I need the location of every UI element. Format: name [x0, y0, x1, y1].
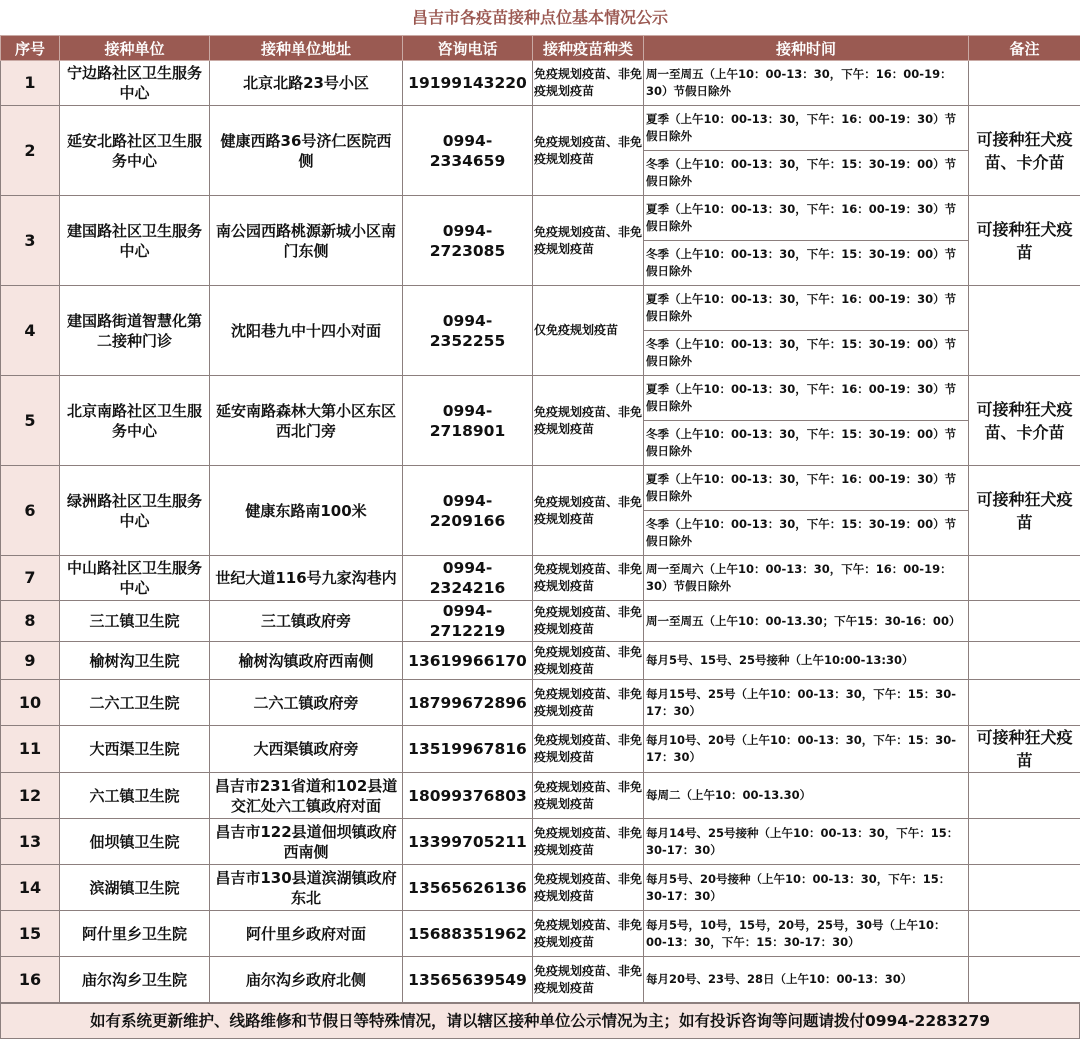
row-phone: 0994-2352255 — [403, 286, 533, 376]
row-note: 可接种狂犬疫苗、卡介苗 — [969, 376, 1080, 466]
row-unit: 二六工卫生院 — [60, 680, 210, 726]
row-phone: 15688351962 — [403, 911, 533, 957]
row-address: 大西渠镇政府旁 — [210, 726, 403, 773]
row-note: 可接种狂犬疫苗 — [969, 196, 1080, 286]
row-time: 周一至周五（上午10：00-13.30；下午15：30-16：00） — [644, 601, 969, 642]
row-no: 3 — [1, 196, 60, 286]
row-vaccine-type: 仅免疫规划疫苗 — [533, 286, 644, 376]
row-phone: 18099376803 — [403, 773, 533, 819]
row-phone: 0994-2712219 — [403, 601, 533, 642]
header-no: 序号 — [1, 36, 60, 61]
table-row — [1, 819, 1080, 865]
row-unit: 中山路社区卫生服务中心 — [60, 556, 210, 601]
row-address: 北京北路23号小区 — [210, 61, 403, 106]
row-unit: 建国路街道智慧化第二接种门诊 — [60, 286, 210, 376]
row-time: 周一至周五（上午10：00-13：30，下午：16：00-19：30）节假日除外 — [644, 61, 969, 106]
row-time-winter: 冬季（上午10：00-13：30，下午：15：30-19：00）节假日除外 — [644, 331, 969, 376]
row-time-winter: 冬季（上午10：00-13：30，下午：15：30-19：00）节假日除外 — [644, 511, 969, 556]
row-vaccine-type: 免疫规划疫苗、非免疫规划疫苗 — [533, 601, 644, 642]
table-row — [1, 726, 1080, 773]
row-address: 阿什里乡政府对面 — [210, 911, 403, 957]
row-unit: 六工镇卫生院 — [60, 773, 210, 819]
table-row — [1, 865, 1080, 911]
row-time: 每月5号，10号，15号，20号，25号，30号（上午10：00-13：30，下午：15：30-17：30） — [644, 911, 969, 957]
row-time: 每月10号、20号（上午10：00-13：30，下午：15：30-17：30） — [644, 726, 969, 773]
vaccination-table — [0, 35, 1080, 1003]
table-row — [1, 556, 1080, 601]
table-row — [1, 466, 1080, 511]
row-no: 15 — [1, 911, 60, 957]
row-note — [969, 773, 1080, 819]
row-unit: 庙尔沟乡卫生院 — [60, 957, 210, 1003]
row-note — [969, 957, 1080, 1003]
row-phone: 19199143220 — [403, 61, 533, 106]
row-unit: 建国路社区卫生服务中心 — [60, 196, 210, 286]
header-unit: 接种单位 — [60, 36, 210, 61]
row-no: 8 — [1, 601, 60, 642]
row-time: 每月15号、25号（上午10：00-13：30，下午：15：30-17：30） — [644, 680, 969, 726]
row-note: 可接种狂犬疫苗 — [969, 466, 1080, 556]
row-time: 每月14号、25号接种（上午10：00-13：30，下午：15：30-17：30） — [644, 819, 969, 865]
table-row — [1, 957, 1080, 1003]
table-row — [1, 642, 1080, 680]
row-unit: 三工镇卫生院 — [60, 601, 210, 642]
table-row — [1, 376, 1080, 421]
row-phone: 0994-2723085 — [403, 196, 533, 286]
row-time: 每月20号、23号、28日（上午10：00-13：30） — [644, 957, 969, 1003]
row-no: 7 — [1, 556, 60, 601]
row-unit: 阿什里乡卫生院 — [60, 911, 210, 957]
row-phone: 18799672896 — [403, 680, 533, 726]
header-time: 接种时间 — [644, 36, 969, 61]
row-no: 14 — [1, 865, 60, 911]
row-time: 周一至周六（上午10：00-13：30，下午：16：00-19：30）节假日除外 — [644, 556, 969, 601]
row-vaccine-type: 免疫规划疫苗、非免疫规划疫苗 — [533, 376, 644, 466]
row-phone: 0994-2324216 — [403, 556, 533, 601]
table-row — [1, 773, 1080, 819]
row-time-summer: 夏季（上午10：00-13：30，下午：16：00-19：30）节假日除外 — [644, 196, 969, 241]
row-note — [969, 61, 1080, 106]
row-unit: 大西渠卫生院 — [60, 726, 210, 773]
row-no: 12 — [1, 773, 60, 819]
row-address: 昌吉市122县道佃坝镇政府西南侧 — [210, 819, 403, 865]
row-vaccine-type: 免疫规划疫苗、非免疫规划疫苗 — [533, 556, 644, 601]
table-row — [1, 680, 1080, 726]
row-unit: 宁边路社区卫生服务中心 — [60, 61, 210, 106]
row-note: 可接种狂犬疫苗 — [969, 726, 1080, 773]
row-vaccine-type: 免疫规划疫苗、非免疫规划疫苗 — [533, 726, 644, 773]
row-no: 11 — [1, 726, 60, 773]
row-address: 庙尔沟乡政府北侧 — [210, 957, 403, 1003]
row-phone: 13519967816 — [403, 726, 533, 773]
row-no: 5 — [1, 376, 60, 466]
row-no: 16 — [1, 957, 60, 1003]
header-phone: 咨询电话 — [403, 36, 533, 61]
row-no: 6 — [1, 466, 60, 556]
row-note — [969, 865, 1080, 911]
row-vaccine-type: 免疫规划疫苗、非免疫规划疫苗 — [533, 957, 644, 1003]
row-address: 三工镇政府旁 — [210, 601, 403, 642]
row-unit: 滨湖镇卫生院 — [60, 865, 210, 911]
row-note — [969, 286, 1080, 376]
row-time-winter: 冬季（上午10：00-13：30，下午：15：30-19：00）节假日除外 — [644, 241, 969, 286]
row-note — [969, 601, 1080, 642]
row-vaccine-type: 免疫规划疫苗、非免疫规划疫苗 — [533, 466, 644, 556]
row-unit: 佃坝镇卫生院 — [60, 819, 210, 865]
row-unit: 北京南路社区卫生服务中心 — [60, 376, 210, 466]
page-title: 昌吉市各疫苗接种点位基本情况公示 — [0, 0, 1080, 35]
row-phone: 13565626136 — [403, 865, 533, 911]
row-no: 4 — [1, 286, 60, 376]
row-no: 2 — [1, 106, 60, 196]
row-address: 健康东路南100米 — [210, 466, 403, 556]
row-unit: 延安北路社区卫生服务中心 — [60, 106, 210, 196]
row-address: 世纪大道116号九家沟巷内 — [210, 556, 403, 601]
row-no: 13 — [1, 819, 60, 865]
table-row — [1, 106, 1080, 151]
row-phone: 0994-2718901 — [403, 376, 533, 466]
row-time: 每月5号、15号、25号接种（上午10:00-13:30） — [644, 642, 969, 680]
row-no: 1 — [1, 61, 60, 106]
table-row — [1, 61, 1080, 106]
row-note — [969, 556, 1080, 601]
row-time-summer: 夏季（上午10：00-13：30，下午：16：00-19：30）节假日除外 — [644, 466, 969, 511]
row-note — [969, 642, 1080, 680]
row-address: 昌吉市231省道和102县道交汇处六工镇政府对面 — [210, 773, 403, 819]
row-address: 沈阳巷九中十四小对面 — [210, 286, 403, 376]
row-address: 延安南路森林大第小区东区西北门旁 — [210, 376, 403, 466]
row-time-winter: 冬季（上午10：00-13：30，下午：15：30-19：00）节假日除外 — [644, 151, 969, 196]
row-no: 10 — [1, 680, 60, 726]
row-phone: 13565639549 — [403, 957, 533, 1003]
row-note: 可接种狂犬疫苗、卡介苗 — [969, 106, 1080, 196]
row-no: 9 — [1, 642, 60, 680]
row-address: 昌吉市130县道滨湖镇政府东北 — [210, 865, 403, 911]
table-row — [1, 601, 1080, 642]
row-vaccine-type: 免疫规划疫苗、非免疫规划疫苗 — [533, 61, 644, 106]
row-vaccine-type: 免疫规划疫苗、非免疫规划疫苗 — [533, 865, 644, 911]
header-vaccine-type: 接种疫苗种类 — [533, 36, 644, 61]
row-note — [969, 819, 1080, 865]
row-time: 每月5号、20号接种（上午10：00-13：30，下午：15：30-17：30） — [644, 865, 969, 911]
row-address: 二六工镇政府旁 — [210, 680, 403, 726]
table-row — [1, 911, 1080, 957]
row-unit: 榆树沟卫生院 — [60, 642, 210, 680]
row-phone: 13619966170 — [403, 642, 533, 680]
row-note — [969, 680, 1080, 726]
row-vaccine-type: 免疫规划疫苗、非免疫规划疫苗 — [533, 819, 644, 865]
row-vaccine-type: 免疫规划疫苗、非免疫规划疫苗 — [533, 911, 644, 957]
row-phone: 13399705211 — [403, 819, 533, 865]
row-address: 健康西路36号济仁医院西侧 — [210, 106, 403, 196]
row-address: 榆树沟镇政府西南侧 — [210, 642, 403, 680]
row-time-summer: 夏季（上午10：00-13：30，下午：16：00-19：30）节假日除外 — [644, 376, 969, 421]
row-vaccine-type: 免疫规划疫苗、非免疫规划疫苗 — [533, 680, 644, 726]
row-time-winter: 冬季（上午10：00-13：30，下午：15：30-19：00）节假日除外 — [644, 421, 969, 466]
row-vaccine-type: 免疫规划疫苗、非免疫规划疫苗 — [533, 773, 644, 819]
table-header-row — [1, 36, 1080, 61]
row-phone: 0994-2334659 — [403, 106, 533, 196]
header-note: 备注 — [969, 36, 1080, 61]
row-vaccine-type: 免疫规划疫苗、非免疫规划疫苗 — [533, 196, 644, 286]
row-time-summer: 夏季（上午10：00-13：30，下午：16：00-19：30）节假日除外 — [644, 286, 969, 331]
table-row — [1, 286, 1080, 331]
table-row — [1, 196, 1080, 241]
row-time: 每周二（上午10：00-13.30） — [644, 773, 969, 819]
row-unit: 绿洲路社区卫生服务中心 — [60, 466, 210, 556]
row-note — [969, 911, 1080, 957]
row-phone: 0994-2209166 — [403, 466, 533, 556]
row-vaccine-type: 免疫规划疫苗、非免疫规划疫苗 — [533, 642, 644, 680]
header-address: 接种单位地址 — [210, 36, 403, 61]
footer-notice: 如有系统更新维护、线路维修和节假日等特殊情况，请以辖区接种单位公示情况为主；如有投诉咨询等问题请拨付0994-2283279 — [0, 1003, 1080, 1039]
row-time-summer: 夏季（上午10：00-13：30，下午：16：00-19：30）节假日除外 — [644, 106, 969, 151]
row-vaccine-type: 免疫规划疫苗、非免疫规划疫苗 — [533, 106, 644, 196]
row-address: 南公园西路桃源新城小区南门东侧 — [210, 196, 403, 286]
